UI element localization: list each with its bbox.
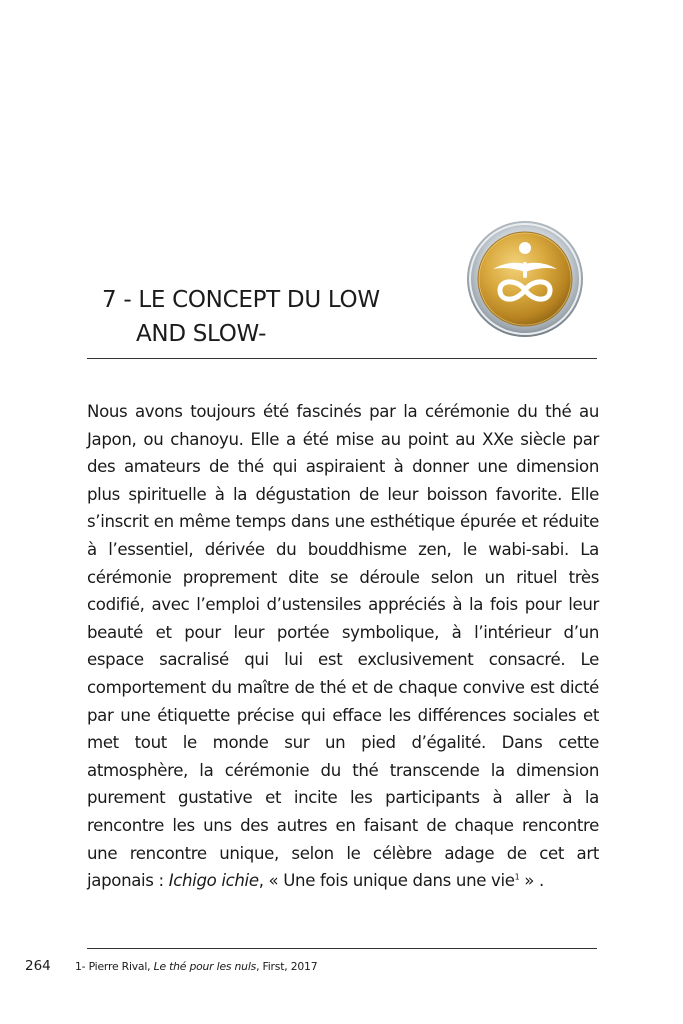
body-text-part2: , « Une fois unique dans une vie bbox=[258, 871, 515, 891]
chapter-title-line2: AND SLOW- bbox=[136, 321, 267, 347]
chapter-title bbox=[102, 283, 442, 351]
body-paragraph bbox=[87, 398, 599, 895]
footnote-divider bbox=[87, 948, 597, 949]
page-number: 264 bbox=[25, 958, 51, 974]
footnote-prefix: 1- Pierre Rival, bbox=[75, 960, 154, 973]
body-text-part1: Nous avons toujours été fascinés par la cérémonie du thé au Japon, ou chanoyu. Elle a été mise au point au XXe siècle par des amateurs de thé qui aspiraient à donner une dimension plus spirituelle à la dégustation de leur boisson favorite. Elle s’inscrit en même temps dans une esthétique épurée et réduite à l’essentiel, dérivée du bouddhisme zen, le wabi-sabi. La cérémonie proprement dite se déroule selon un rituel très codifié, avec l’emploi d’ustensiles appréciés à la fois pour leur beauté et pour leur portée symbolique, à l’intérieur d’un espace sacralisé qui lui est exclusivement consacré. Le comportement du maître de thé et de chaque convive est dicté par une étiquette précise qui efface les différences sociales et met tout le monde sur un pied d’égalité. Dans cette atmosphère, la cérémonie du thé transcende la dimension purement gustative et incite les participants à aller à la rencontre les uns des autres en faisant de chaque rencontre une rencontre unique, selon le célèbre adage de cet art japonais : bbox=[87, 402, 599, 891]
footnote-suffix: , First, 2017 bbox=[256, 960, 318, 973]
golden-medallion-icon bbox=[466, 220, 584, 338]
header-divider bbox=[87, 358, 597, 359]
body-text-italic: Ichigo ichie bbox=[168, 871, 259, 891]
chapter-title-line1: 7 - LE CONCEPT DU LOW bbox=[102, 287, 380, 313]
footnote-book-title: Le thé pour les nuls bbox=[153, 960, 257, 973]
footnote-reference: 1 bbox=[514, 872, 520, 882]
body-text-part3: » . bbox=[519, 871, 544, 891]
footnote bbox=[75, 960, 317, 973]
